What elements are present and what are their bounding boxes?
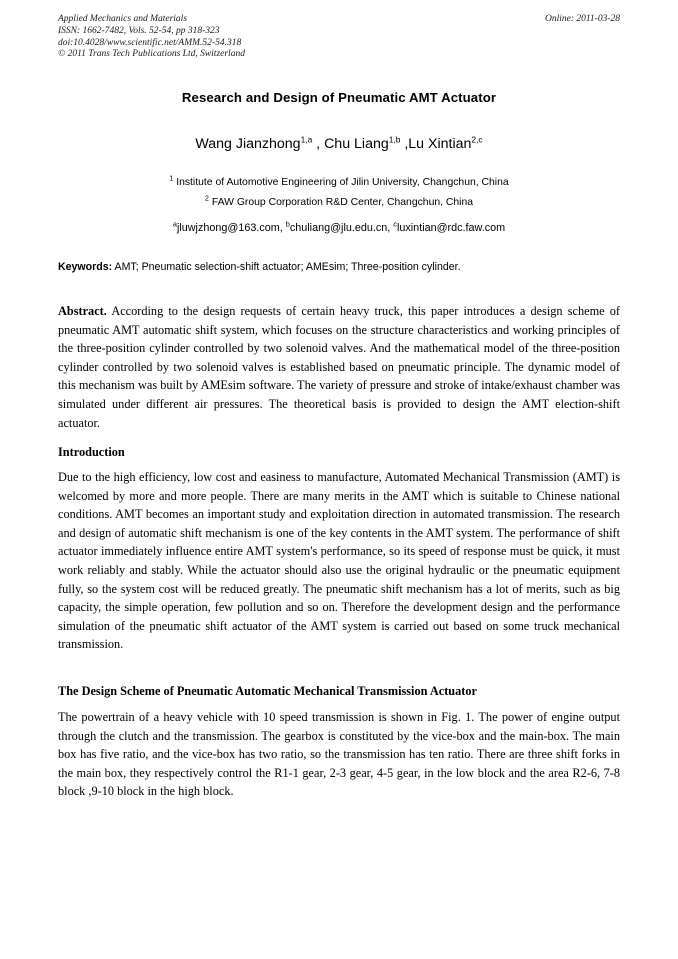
section-heading-design-scheme: The Design Scheme of Pneumatic Automatic Mechanical Transmission Actuator	[58, 684, 477, 698]
journal-name-row	[58, 14, 620, 26]
doi-line: doi:10.4028/www.scientific.net/AMM.52-54.318	[58, 37, 242, 48]
page-title: Research and Design of Pneumatic AMT Actuator	[181, 90, 497, 105]
section-body-introduction: Due to the high efficiency, low cost and easiness to manufacture, Automated Mechanical Transmission (AMT) is welcomed by more and more people. There are many merits in the AMT which is suitable to Chinese national conditions. AMT becomes an important study and exploitation direction in automated transmission. The research and design of automatic shift mechanism is one of the key contents in the AMT system. The performance of shift actuator immediately influence entire AMT system's performance, so its speed of response must be quick, it must work reliably and stably. While the actuator should also use the original hydraulic or the pneumatic equipment fully, so the system cost will be reduced greatly. The pneumatic shift mechanism has a lot of merits, such as big capacity, the simple operation, few pollution and so on. Therefore the development design and the performance simulation of the pneumatic shift actuator of the AMT system is carried out based on some truck mechanical transmission.	[58, 470, 620, 652]
affiliation-marker: 1	[169, 173, 174, 183]
abstract-label: Abstract.	[58, 304, 107, 318]
journal-name: Applied Mechanics and Materials	[58, 14, 188, 24]
copyright-line: © 2011 Trans Tech Publications Ltd, Switzerland	[58, 49, 245, 60]
abstract-text: According to the design requests of certain heavy truck, this paper introduces a design scheme of pneumatic AMT automatic shift system, which focuses on the structure characteristics and working principles of the three-position cylinder controlled by two solenoid valves. And the mathematical model of the three-position cylinder controlled by two solenoid valves is established based on pneumatic principle. The dynamic model of this mechanism was built by AMEsim software. The variety of pressure and stroke of intake/exhaust chamber was simulated under different air pressures. The theoretical basis is provided to design the AMT election-shift actuator.	[58, 304, 620, 430]
author-separator: ,	[312, 136, 325, 152]
email-marker: b	[285, 219, 290, 229]
affiliation-text: FAW Group Corporation R&D Center, Changchun, China	[211, 197, 474, 208]
author-list	[58, 136, 620, 152]
keywords-text: AMT; Pneumatic selection-shift actuator; AMEsim; Three-position cylinder.	[112, 261, 461, 273]
email-list	[58, 219, 620, 234]
affiliation-line	[58, 193, 620, 213]
section-heading-introduction: Introduction	[58, 445, 125, 459]
author-affiliation-marker: 1,a	[300, 134, 313, 145]
email-marker: a	[172, 219, 177, 229]
keywords-line	[58, 260, 620, 275]
keywords-label: Keywords:	[58, 261, 113, 273]
email-marker: c	[393, 219, 397, 229]
author-name: Chu Liang	[324, 136, 389, 152]
section-body-design-scheme: The powertrain of a heavy vehicle with 10 speed transmission is shown in Fig. 1. The power of engine output through the clutch and the transmission. The gearbox is constituted by the vice-box and the main-box. The main box has five ratio, and the vice-box has two ratio, so the transmission has ten ratio. There are three shift forks in the main box, they respectively control the R1-1 gear, 2-3 gear, 4-5 gear, in the low block and the area R2-6, 7-8 block ,9-10 block in the high block.	[58, 710, 620, 799]
email-address[interactable]: chuliang@jlu.edu.cn,	[289, 222, 391, 234]
email-address[interactable]: luxintian@rdc.faw.com	[396, 222, 506, 234]
author-name: Wang Jianzhong	[195, 136, 301, 152]
author-separator: ,	[400, 136, 409, 152]
affiliation-text: Institute of Automotive Engineering of Jilin University, Changchun, China	[176, 177, 509, 188]
journal-header	[58, 14, 620, 61]
issn-line: ISSN: 1662-7482, Vols. 52-54, pp 318-323	[58, 25, 220, 36]
author-affiliation-marker: 2,c	[471, 134, 483, 145]
author-affiliation-marker: 1,b	[388, 134, 401, 145]
online-date: Online: 2011-03-28	[544, 14, 620, 24]
abstract-paragraph	[58, 302, 620, 432]
affiliation-list	[58, 173, 620, 213]
author-name: Lu Xintian	[408, 136, 472, 152]
affiliation-marker: 2	[204, 193, 209, 203]
email-address[interactable]: jluwjzhong@163.com,	[176, 222, 283, 234]
affiliation-line	[58, 173, 620, 193]
